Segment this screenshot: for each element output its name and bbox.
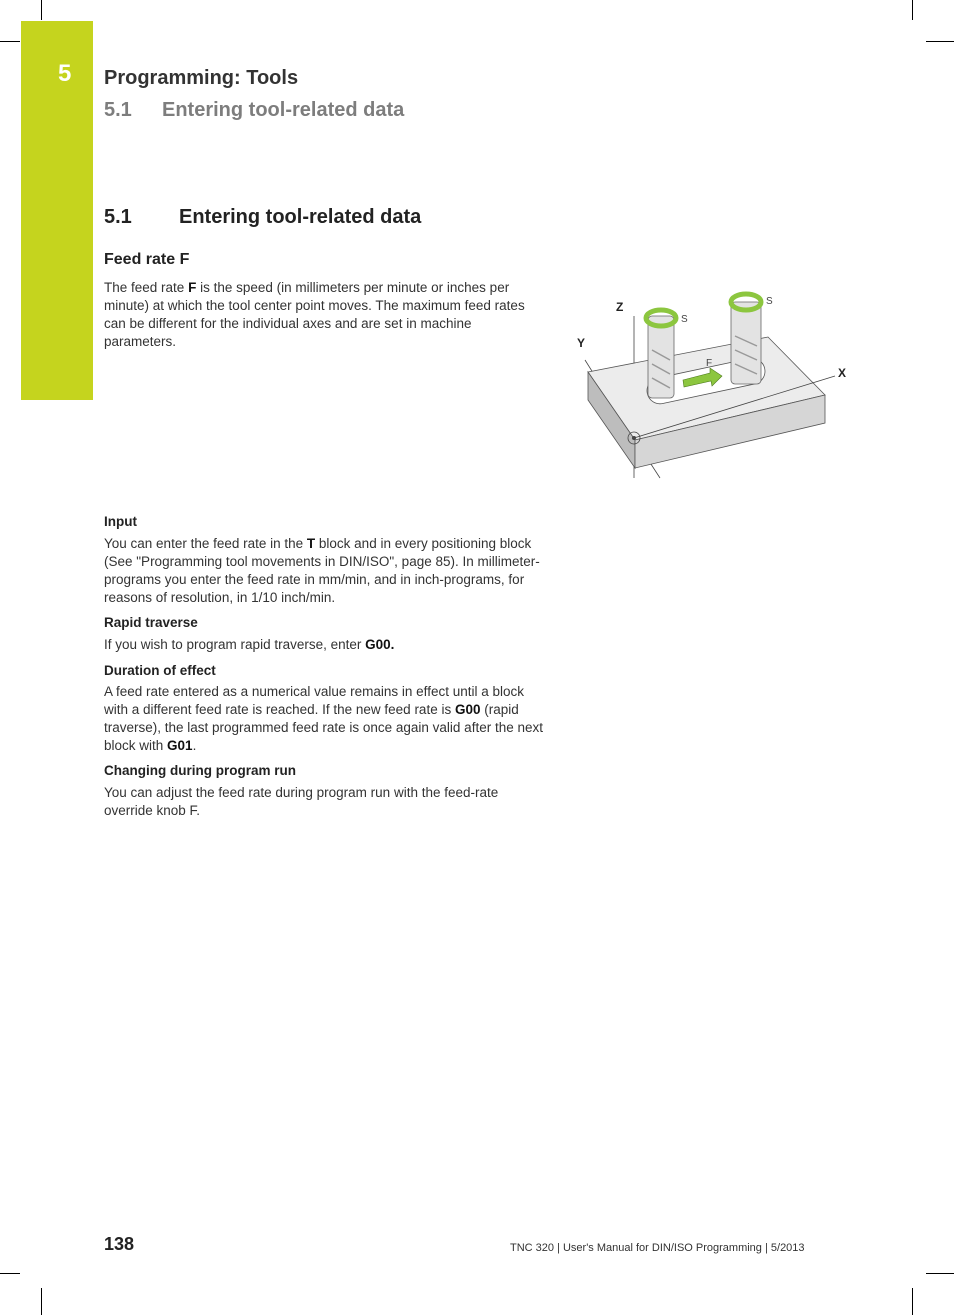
crop-mark xyxy=(41,0,42,20)
section-title-text: Entering tool-related data xyxy=(179,206,422,228)
axis-label-z: Z xyxy=(616,300,624,314)
text-run-bold: T xyxy=(306,536,316,551)
spindle-label-s-left: S xyxy=(681,314,688,325)
input-heading: Input xyxy=(104,514,137,529)
crop-mark xyxy=(926,41,954,42)
section-number: 5.1 xyxy=(104,206,132,228)
feed-rate-heading: Feed rate F xyxy=(104,251,190,268)
changing-heading: Changing during program run xyxy=(104,763,296,778)
section-title xyxy=(104,206,421,229)
feed-label-f: F xyxy=(706,358,713,369)
running-header-section-number: 5.1 xyxy=(104,99,132,121)
text-run-bold: G01 xyxy=(167,738,193,753)
crop-mark xyxy=(912,1288,913,1315)
input-paragraph xyxy=(104,535,544,607)
text-run: If you wish to program rapid traverse, enter xyxy=(104,637,366,652)
text-run: (rapid traverse), the last programmed feed rate is once again valid after the next block with xyxy=(104,702,543,753)
axis-label-x: X xyxy=(838,366,847,380)
chapter-number: 5 xyxy=(58,60,72,87)
chapter-tab xyxy=(21,21,93,400)
rapid-traverse-paragraph xyxy=(104,636,544,654)
text-run: is the speed (in millimeters per minute or inches per minute) at which the tool center point moves. The maximum feed rates can be different for the individual axes and are set in machine parameters. xyxy=(104,280,525,349)
crop-mark xyxy=(912,0,913,20)
origin-dot xyxy=(632,436,636,440)
crop-mark xyxy=(926,1273,954,1274)
text-run-bold: F xyxy=(188,280,197,295)
spindle-label-s-right: S xyxy=(766,296,773,307)
footer-text: TNC 320 | User's Manual for DIN/ISO Programming | 5/2013 xyxy=(510,1242,805,1254)
tool-right xyxy=(731,302,761,384)
changing-paragraph: You can adjust the feed rate during program run with the feed-rate override knob F. xyxy=(104,785,499,818)
running-header-section xyxy=(104,99,404,122)
page-number: 138 xyxy=(104,1234,135,1254)
duration-paragraph xyxy=(104,683,544,755)
text-run: block and in every positioning block (See "Programming tool movements in DIN/ISO", page 85). In millimeter-programs you enter the feed rate in mm/min, and in inch-programs, for reasons of resolution, in 1/10 inch/min. xyxy=(104,536,540,605)
crop-mark xyxy=(0,41,20,42)
running-header-chapter: Programming: Tools xyxy=(104,67,299,89)
feed-rate-paragraph xyxy=(104,279,529,351)
text-run: A feed rate entered as a numerical value remains in effect until a block with a different feed rate is reached. If the new feed rate is xyxy=(104,684,524,717)
text-run: You can enter the feed rate in the xyxy=(104,536,307,551)
crop-mark xyxy=(0,1273,20,1274)
running-header-section-title: Entering tool-related data xyxy=(162,99,405,121)
text-run-bold: G00. xyxy=(365,637,395,652)
text-run: The feed rate xyxy=(104,280,189,295)
crop-mark xyxy=(41,1288,42,1315)
axis-label-y: Y xyxy=(577,336,586,350)
rapid-traverse-heading: Rapid traverse xyxy=(104,615,198,630)
text-run: . xyxy=(192,738,197,753)
duration-heading: Duration of effect xyxy=(104,663,216,678)
text-run-bold: G00 xyxy=(454,702,481,717)
feed-rate-illustration xyxy=(560,280,860,490)
